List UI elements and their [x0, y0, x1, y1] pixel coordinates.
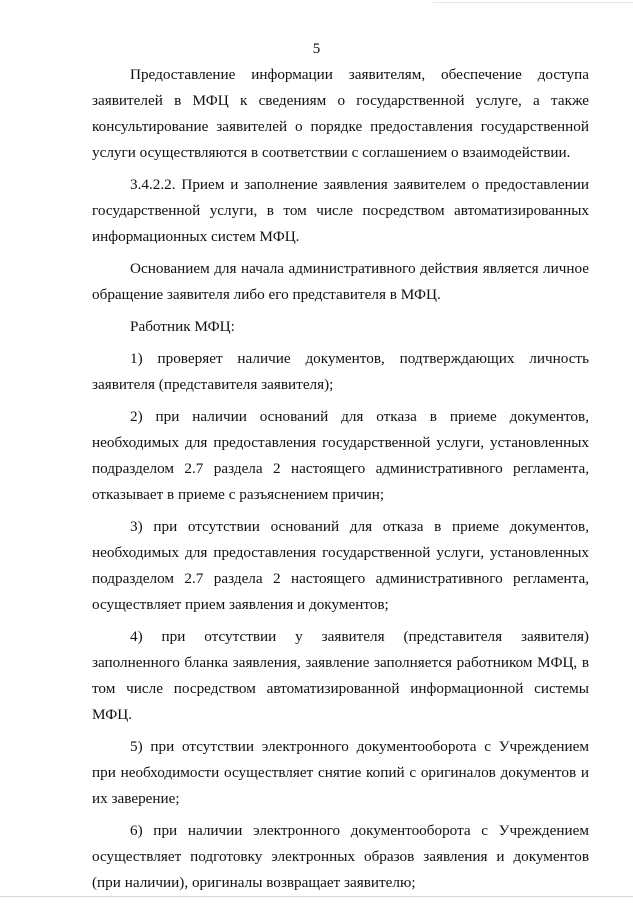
- list-item-4: 4) при отсутствии у заявителя (представителя заявителя) заполненного бланка заявления, заявление заполняется работником МФЦ, в том числе посредством автоматизированной информационной системы МФЦ.: [92, 628, 589, 723]
- paragraph-section-3-4-2-2: 3.4.2.2. Прием и заполнение заявления заявителем о предоставлении государственной услуги, в том числе посредством автоматизированных информационных систем МФЦ.: [92, 176, 589, 245]
- list-item-2: 2) при наличии оснований для отказа в приеме документов, необходимых для предоставления государственной услуги, установленных подразделом 2.7 раздела 2 настоящего административного регламента, отказывает в приеме с разъяснением причин;: [92, 408, 589, 503]
- paragraph-info-provision: Предоставление информации заявителям, обеспечение доступа заявителей в МФЦ к сведениям о государственной услуге, а также консультирование заявителей о порядке предоставления государственной услуги осуществляются в соответствии с соглашением о взаимодействии.: [92, 66, 589, 161]
- scan-edge-line: [433, 2, 633, 3]
- document-body: [92, 62, 589, 896]
- scan-edge-line-bottom: [0, 896, 633, 897]
- page-number: 5: [312, 41, 321, 57]
- paragraph-basis: Основанием для начала административного действия является личное обращение заявителя либо его представителя в МФЦ.: [92, 260, 589, 303]
- list-item-1: 1) проверяет наличие документов, подтверждающих личность заявителя (представителя заявителя);: [92, 350, 589, 393]
- paragraph-worker-heading: Работник МФЦ:: [130, 318, 235, 335]
- list-item-5: 5) при отсутствии электронного документооборота с Учреждением при необходимости осуществляет снятие копий с оригиналов документов и их заверение;: [92, 738, 589, 807]
- list-item-6: 6) при наличии электронного документооборота с Учреждением осуществляет подготовку электронных образов заявления и документов (при наличии), оригиналы возвращает заявителю;: [92, 822, 589, 891]
- list-item-3: 3) при отсутствии оснований для отказа в приеме документов, необходимых для предоставления государственной услуги, установленных подразделом 2.7 раздела 2 настоящего административного регламента, осуществляет прием заявления и документов;: [92, 518, 589, 613]
